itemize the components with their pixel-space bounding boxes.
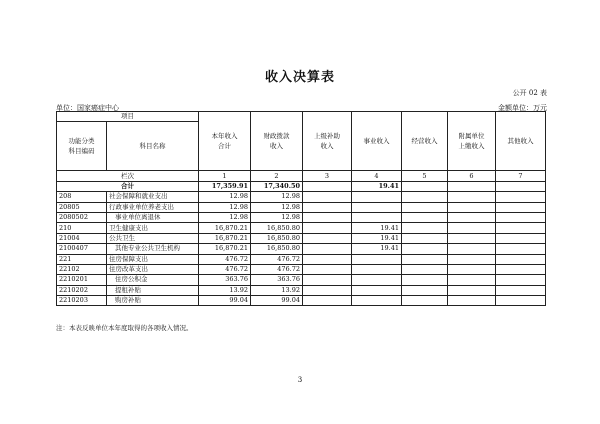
value-cell: 476.72 [251, 264, 303, 274]
value-cell: 19.41 [352, 244, 402, 254]
table-row [57, 223, 546, 233]
value-cell [448, 285, 496, 295]
value-cell: 19.41 [352, 223, 402, 233]
table-row [57, 275, 546, 285]
value-cell [352, 202, 402, 212]
header-col5: 经营收入 [402, 112, 448, 171]
lanci-row [57, 171, 546, 181]
header-col2: 财政拨款 收入 [251, 112, 303, 171]
value-cell: 16,850.80 [251, 223, 303, 233]
value-cell: 13.92 [199, 285, 251, 295]
value-cell [402, 264, 448, 274]
value-cell [402, 212, 448, 222]
func-code-cell: 2210203 [57, 296, 107, 306]
value-cell [496, 212, 546, 222]
value-cell: 363.76 [251, 275, 303, 285]
value-cell: 99.04 [251, 296, 303, 306]
func-code-cell: 22102 [57, 264, 107, 274]
value-cell [448, 202, 496, 212]
table-row [57, 212, 546, 222]
func-code-cell: 221 [57, 254, 107, 264]
value-cell [448, 244, 496, 254]
value-cell: 16,870.21 [199, 233, 251, 243]
subject-name-cell: 购房补贴 [107, 296, 199, 306]
subject-name-cell: 住房公积金 [107, 275, 199, 285]
value-cell [303, 233, 352, 243]
value-cell [402, 254, 448, 264]
value-cell [352, 192, 402, 202]
value-cell: 363.76 [199, 275, 251, 285]
value-cell [496, 264, 546, 274]
value-cell [352, 212, 402, 222]
total-value: 17,359.91 [199, 181, 251, 191]
value-cell [402, 296, 448, 306]
unit-label: 单位：国家癌症中心 [56, 104, 119, 112]
total-value [303, 181, 352, 191]
value-cell [303, 244, 352, 254]
value-cell [402, 192, 448, 202]
value-cell [352, 254, 402, 264]
value-cell [496, 202, 546, 212]
value-cell [496, 192, 546, 202]
value-cell [303, 212, 352, 222]
table-row [57, 244, 546, 254]
value-cell [303, 264, 352, 274]
subject-name-cell: 社会保障和就业支出 [107, 192, 199, 202]
value-cell: 476.72 [199, 254, 251, 264]
subject-name-cell: 事业单位离退休 [107, 212, 199, 222]
table-row [57, 254, 546, 264]
subject-name-cell: 住房保障支出 [107, 254, 199, 264]
func-code-cell: 21004 [57, 233, 107, 243]
header-col1: 本年收入 合计 [199, 112, 251, 171]
value-cell: 12.98 [199, 212, 251, 222]
value-cell: 16,850.80 [251, 244, 303, 254]
subject-name-cell: 公共卫生 [107, 233, 199, 243]
value-cell: 16,870.21 [199, 223, 251, 233]
value-cell: 16,850.80 [251, 233, 303, 243]
subject-name-cell: 卫生健康支出 [107, 223, 199, 233]
func-code-cell: 210 [57, 223, 107, 233]
subject-name-cell: 其他专业公共卫生机构 [107, 244, 199, 254]
value-cell [496, 244, 546, 254]
value-cell [303, 192, 352, 202]
header-col7: 其他收入 [496, 112, 546, 171]
value-cell [402, 223, 448, 233]
value-cell [496, 254, 546, 264]
amount-unit-label: 金额单位：万元 [498, 104, 547, 112]
value-cell [303, 285, 352, 295]
header-subject-name: 科目名称 [107, 122, 199, 171]
value-cell [303, 254, 352, 264]
func-code-cell: 2210202 [57, 285, 107, 295]
value-cell [303, 202, 352, 212]
value-cell [448, 264, 496, 274]
value-cell [352, 264, 402, 274]
subject-name-cell: 提租补贴 [107, 285, 199, 295]
value-cell [303, 223, 352, 233]
income-table [56, 111, 546, 306]
total-value [402, 181, 448, 191]
value-cell: 13.92 [251, 285, 303, 295]
value-cell [496, 296, 546, 306]
lanci-num: 3 [303, 171, 352, 181]
func-code-cell: 20805 [57, 202, 107, 212]
func-code-cell: 2100407 [57, 244, 107, 254]
value-cell: 19.41 [352, 233, 402, 243]
lanci-num: 1 [199, 171, 251, 181]
lanci-num: 4 [352, 171, 402, 181]
value-cell [496, 223, 546, 233]
lanci-num: 6 [448, 171, 496, 181]
subject-name-cell: 行政事业单位养老支出 [107, 202, 199, 212]
value-cell [448, 296, 496, 306]
header-func-code: 功能分类 科目编码 [57, 122, 107, 171]
value-cell [496, 275, 546, 285]
table-row [57, 264, 546, 274]
total-value [448, 181, 496, 191]
header-row-item [57, 112, 546, 122]
value-cell: 12.98 [251, 202, 303, 212]
value-cell [303, 296, 352, 306]
page-title: 收入决算表 [264, 70, 335, 85]
value-cell [402, 275, 448, 285]
value-cell: 99.04 [199, 296, 251, 306]
value-cell [448, 233, 496, 243]
form-number: 公开 02 表 [512, 89, 547, 97]
value-cell: 476.72 [251, 254, 303, 264]
lanci-num: 2 [251, 171, 303, 181]
total-value [496, 181, 546, 191]
value-cell: 12.98 [251, 192, 303, 202]
func-code-cell: 2210201 [57, 275, 107, 285]
value-cell: 12.98 [199, 202, 251, 212]
value-cell [496, 233, 546, 243]
func-code-cell: 208 [57, 192, 107, 202]
lanci-num: 7 [496, 171, 546, 181]
value-cell [448, 212, 496, 222]
value-cell: 16,870.21 [199, 244, 251, 254]
value-cell [448, 254, 496, 264]
value-cell [402, 202, 448, 212]
data-rows [57, 192, 546, 306]
value-cell [402, 285, 448, 295]
value-cell: 12.98 [199, 192, 251, 202]
value-cell [352, 285, 402, 295]
table-row [57, 192, 546, 202]
table-note: 注：本表反映单位本年度取得的各项收入情况。 [56, 324, 193, 332]
value-cell [352, 296, 402, 306]
value-cell [402, 233, 448, 243]
value-cell [448, 275, 496, 285]
total-label: 合计 [57, 181, 199, 191]
total-value: 17,340.50 [251, 181, 303, 191]
total-row [57, 181, 546, 191]
table-row [57, 296, 546, 306]
value-cell: 476.72 [199, 264, 251, 274]
value-cell [448, 192, 496, 202]
value-cell [496, 285, 546, 295]
func-code-cell: 2080502 [57, 212, 107, 222]
value-cell: 12.98 [251, 212, 303, 222]
table-row [57, 233, 546, 243]
value-cell [448, 223, 496, 233]
lanci-label: 栏次 [57, 171, 199, 181]
value-cell [352, 275, 402, 285]
page-number: 3 [297, 376, 303, 384]
header-col3: 上级补助 收入 [303, 112, 352, 171]
header-col6: 附属单位 上缴收入 [448, 112, 496, 171]
lanci-num: 5 [402, 171, 448, 181]
value-cell [402, 244, 448, 254]
value-cell [303, 275, 352, 285]
header-col4: 事业收入 [352, 112, 402, 171]
subject-name-cell: 住房改革支出 [107, 264, 199, 274]
table-row [57, 285, 546, 295]
table-row [57, 202, 546, 212]
total-value: 19.41 [352, 181, 402, 191]
header-item: 项目 [57, 112, 199, 122]
